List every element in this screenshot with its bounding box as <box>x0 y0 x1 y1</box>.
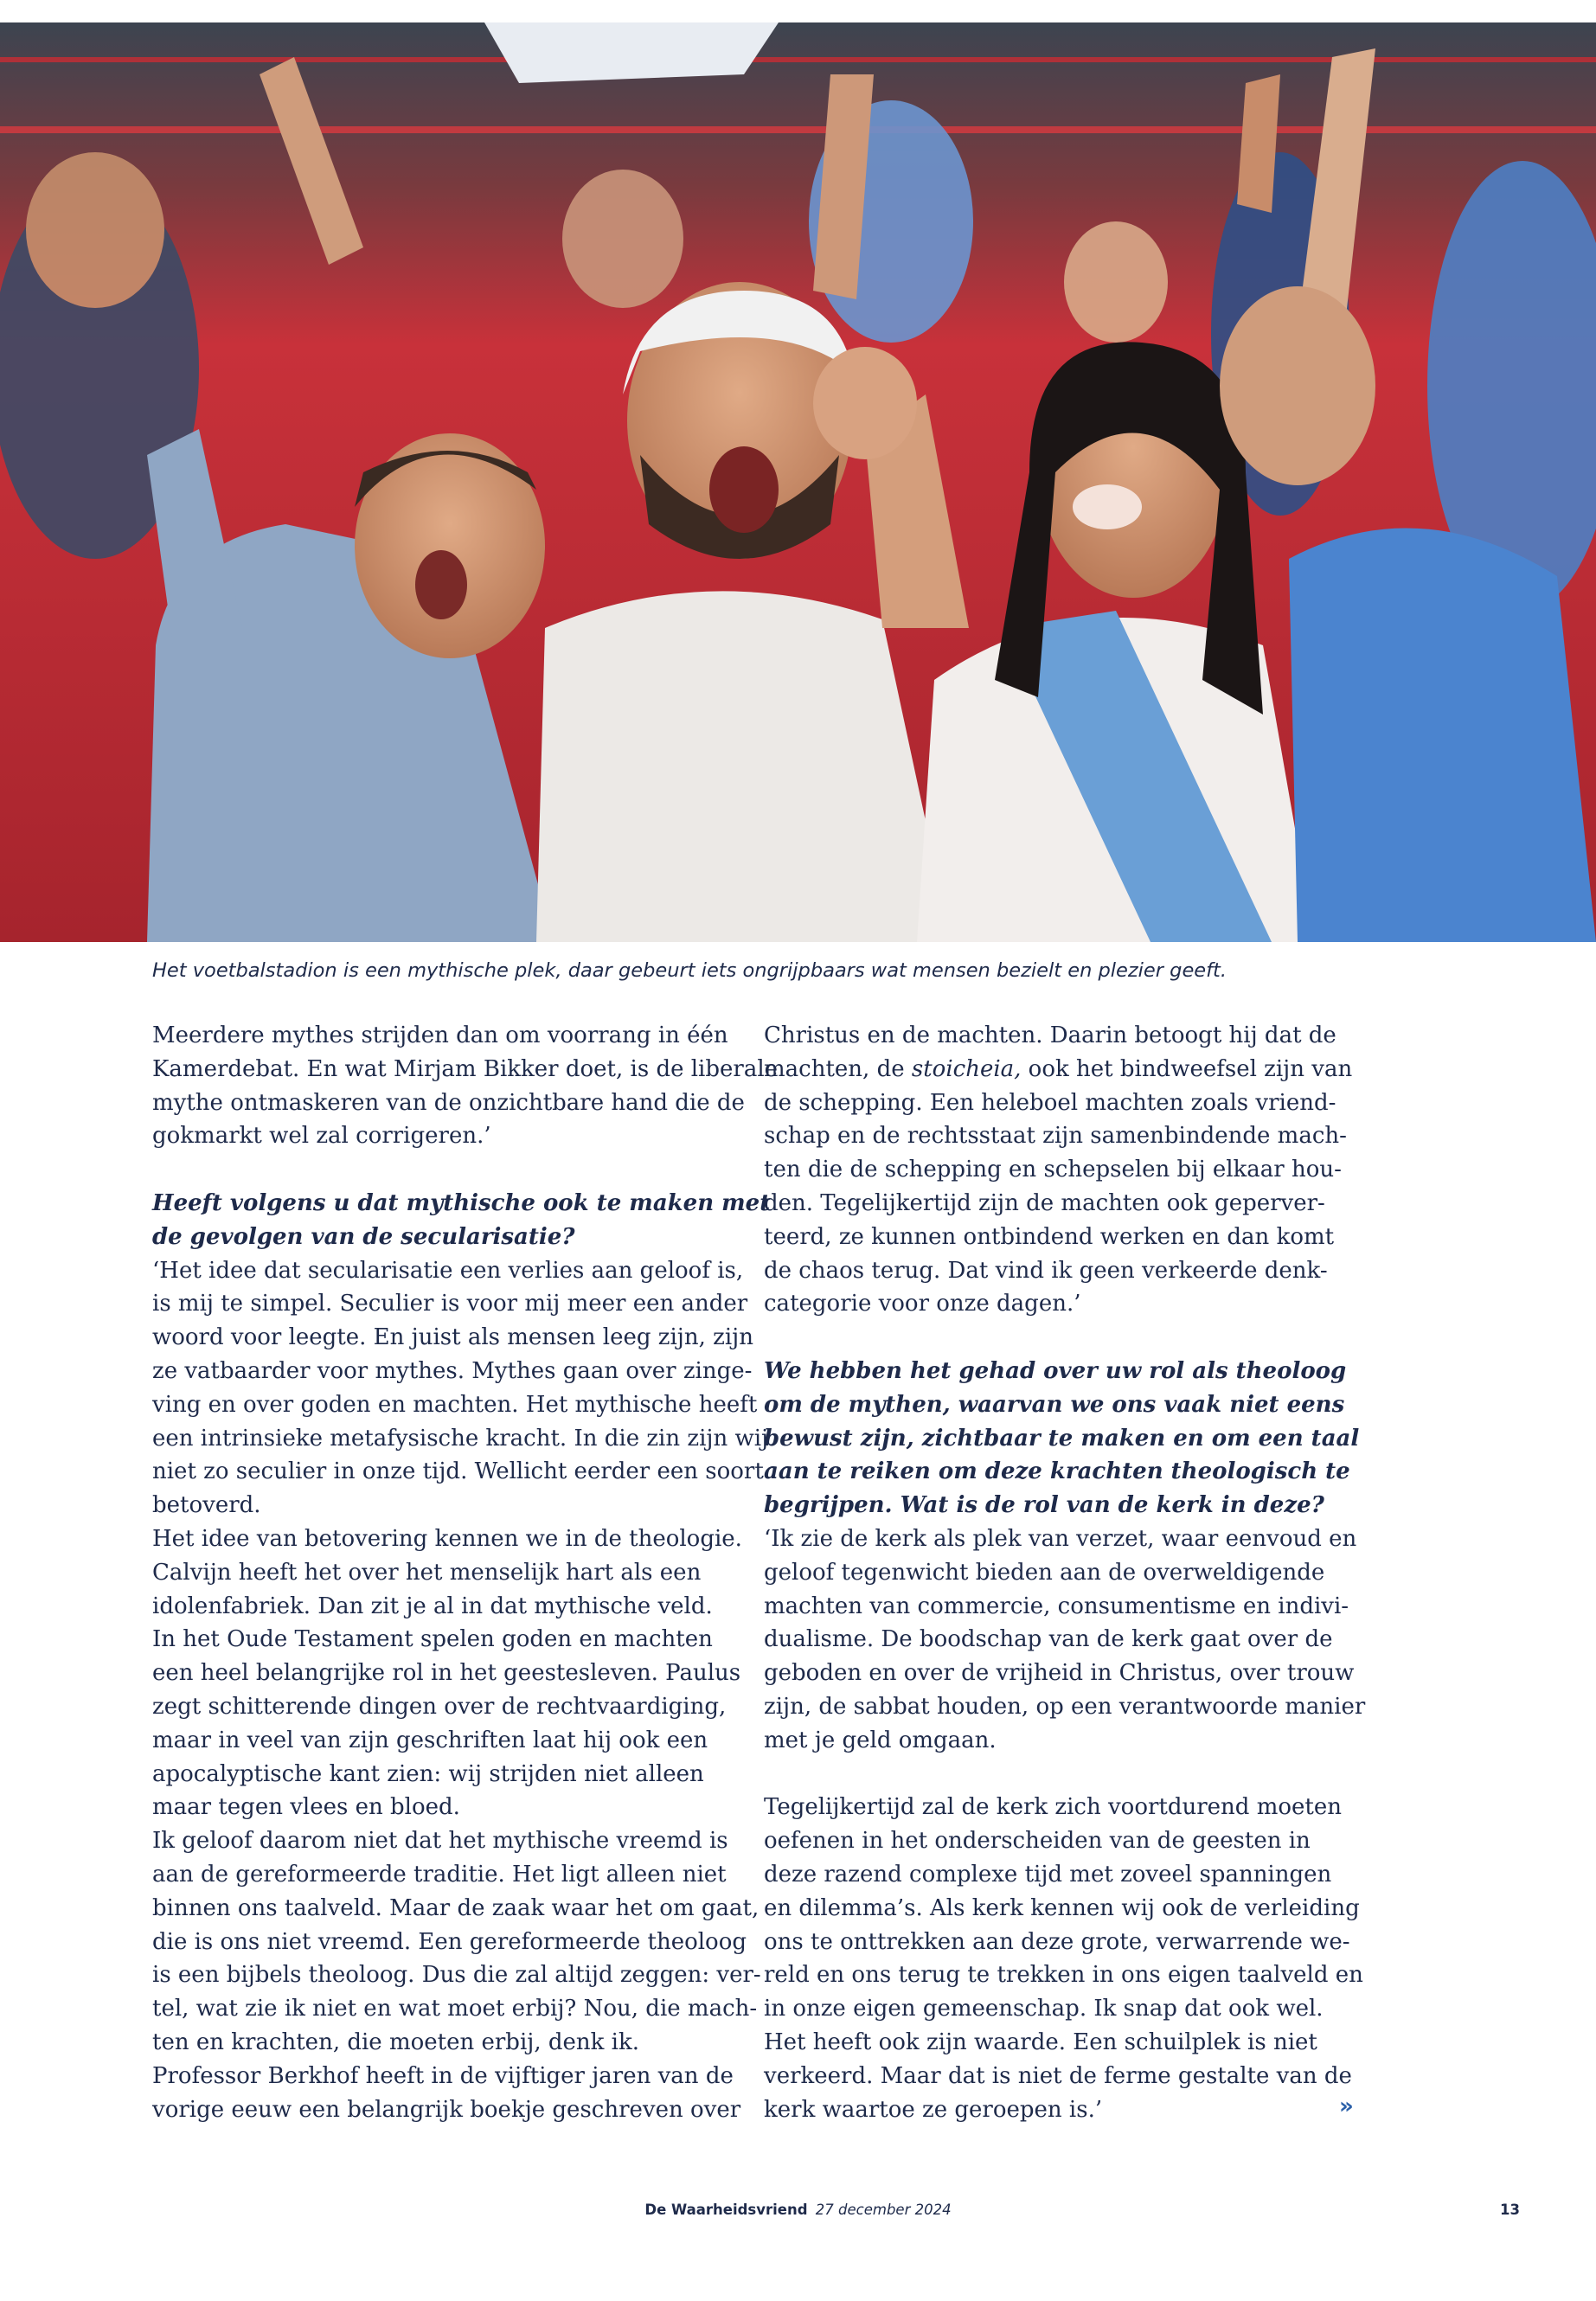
body-line: een intrinsieke metafysische kracht. In die zin zijn wij <box>152 1425 769 1452</box>
body-line: teerd, ze kunnen ontbindend werken en dan komt <box>764 1223 1335 1250</box>
interview-question: bewust zijn, zichtbaar te maken en om een taal <box>764 1425 1360 1452</box>
body-line: mythe ontmaskeren van de onzichtbare hand die de <box>152 1089 745 1116</box>
body-text: machten, de <box>764 1055 912 1082</box>
magazine-name: De Waarheidsvriend <box>644 2202 808 2218</box>
body-line: zegt schitterende dingen over de rechtvaardiging, <box>152 1693 727 1720</box>
body-line: geboden en over de vrijheid in Christus, over trouw <box>764 1660 1355 1687</box>
body-line: apocalyptische kant zien: wij strijden niet alleen <box>152 1760 704 1787</box>
body-line: Meerdere mythes strijden dan om voorrang in één <box>152 1022 728 1048</box>
paragraph-spacer <box>152 1153 723 1187</box>
body-line: den. Tegelijkertijd zijn de machten ook geperver- <box>764 1189 1325 1216</box>
hero-photo <box>0 22 1596 942</box>
body-line: zijn, de sabbat houden, op een verantwoorde manier <box>764 1693 1366 1720</box>
body-line: maar tegen vlees en bloed. <box>152 1794 460 1821</box>
body-line: Tegelijkertijd zal de kerk zich voortdurend moeten <box>764 1794 1342 1821</box>
body-line: ons te onttrekken aan deze grote, verwarrende we- <box>764 1928 1350 1955</box>
body-line: Professor Berkhof heeft in de vijftiger jaren van de <box>152 2062 734 2089</box>
body-line: een heel belangrijke rol in het geestesleven. Paulus <box>152 1660 741 1687</box>
interview-question: de gevolgen van de secularisatie? <box>152 1223 575 1250</box>
body-line: woord voor leegte. En juist als mensen leeg zijn, zijn <box>152 1324 753 1351</box>
body-line: oefenen in het onderscheiden van de geesten in <box>764 1828 1311 1855</box>
body-line: ten die de schepping en schepselen bij elkaar hou- <box>764 1157 1342 1183</box>
body-line: ze vatbaarder voor mythes. Mythes gaan over zinge- <box>152 1357 753 1384</box>
body-line: In het Oude Testament spelen goden en machten <box>152 1626 713 1653</box>
body-line <box>764 1053 1352 1086</box>
body-line: de chaos terug. Dat vind ik geen verkeerde denk- <box>764 1257 1328 1284</box>
article-column-left <box>152 1019 779 2126</box>
body-line: die is ons niet vreemd. Een gereformeerde theoloog <box>152 1928 747 1955</box>
body-line: ten en krachten, die moeten erbij, denk ik. <box>152 2029 639 2055</box>
paragraph-spacer <box>764 1758 1352 1791</box>
body-line: Kamerdebat. En wat Mirjam Bikker doet, is de liberale <box>152 1055 779 1082</box>
body-line: Het idee van betovering kennen we in de theologie. <box>152 1525 742 1552</box>
body-line: maar in veel van zijn geschriften laat hij ook een <box>152 1727 708 1753</box>
page-footer <box>0 2202 1596 2218</box>
body-line: dualisme. De boodschap van de kerk gaat over de <box>764 1626 1333 1653</box>
body-line: kerk waartoe ze geroepen is.’ <box>764 2096 1103 2123</box>
interview-question: aan te reiken om deze krachten theologisch te <box>764 1458 1350 1485</box>
interview-question: Heeft volgens u dat mythische ook te maken met <box>152 1189 771 1216</box>
body-line: ving en over goden en machten. Het mythische heeft <box>152 1391 758 1418</box>
body-line: niet zo seculier in onze tijd. Wellicht eerder een soort <box>152 1458 764 1485</box>
paragraph-spacer <box>764 1321 1352 1355</box>
body-line: deze razend complexe tijd met zoveel spanningen <box>764 1861 1332 1888</box>
body-line: reld en ons terug te trekken in ons eigen taalveld en <box>764 1962 1363 1989</box>
body-line: vorige eeuw een belangrijk boekje geschreven over <box>152 2096 741 2123</box>
body-line: met je geld omgaan. <box>764 1727 997 1753</box>
interview-question: om de mythen, waarvan we ons vaak niet eens <box>764 1391 1345 1418</box>
interview-question: begrijpen. Wat is de rol van de kerk in deze? <box>764 1492 1324 1519</box>
issue-date: 27 december 2024 <box>815 2202 952 2218</box>
body-line: de schepping. Een heleboel machten zoals vriend- <box>764 1089 1336 1116</box>
body-line: en dilemma’s. Als kerk kennen wij ook de verleiding <box>764 1894 1360 1921</box>
body-line: verkeerd. Maar dat is niet de ferme gestalte van de <box>764 2062 1352 2089</box>
body-line: tel, wat zie ik niet en wat moet erbij? Nou, die mach- <box>152 1996 758 2022</box>
body-line: ‘Het idee dat secularisatie een verlies aan geloof is, <box>152 1257 744 1284</box>
body-line: Ik geloof daarom niet dat het mythische vreemd is <box>152 1828 728 1855</box>
body-line: Het heeft ook zijn waarde. Een schuilplek is niet <box>764 2029 1317 2055</box>
body-line: binnen ons taalveld. Maar de zaak waar het om gaat, <box>152 1894 760 1921</box>
body-text: ook het bindweefsel zijn van <box>1021 1055 1353 1082</box>
body-line: is een bijbels theoloog. Dus die zal altijd zeggen: ver- <box>152 1962 761 1989</box>
body-line: ‘Ik zie de kerk als plek van verzet, waar eenvoud en <box>764 1525 1357 1552</box>
body-line: is mij te simpel. Seculier is voor mij meer een ander <box>152 1291 748 1317</box>
continue-marker: » <box>1339 2093 1354 2119</box>
body-line: gokmarkt wel zal corrigeren.’ <box>152 1123 491 1150</box>
body-line: geloof tegenwicht bieden aan de overweldigende <box>764 1559 1325 1586</box>
body-line: in onze eigen gemeenschap. Ik snap dat ook wel. <box>764 1996 1324 2022</box>
body-line: betoverd. <box>152 1492 261 1519</box>
photo-caption: Het voetbalstadion is een mythische plek, daar gebeurt iets ongrijpbaars wat mensen bezielt en plezier geeft. <box>152 959 1227 982</box>
body-line: aan de gereformeerde traditie. Het ligt alleen niet <box>152 1861 727 1888</box>
body-line: machten van commercie, consumentisme en indivi- <box>764 1593 1349 1619</box>
emphasis-term: stoicheia, <box>911 1055 1022 1082</box>
body-line: categorie voor onze dagen.’ <box>764 1291 1081 1317</box>
page-number: 13 <box>1500 2202 1520 2218</box>
body-line: idolenfabriek. Dan zit je al in dat mythische veld. <box>152 1593 713 1619</box>
interview-question: We hebben het gehad over uw rol als theoloog <box>764 1357 1347 1384</box>
body-line: schap en de rechtsstaat zijn samenbindende mach- <box>764 1123 1347 1150</box>
body-line: Christus en de machten. Daarin betoogt hij dat de <box>764 1022 1336 1048</box>
body-line: Calvijn heeft het over het menselijk hart als een <box>152 1559 702 1586</box>
article-column-right <box>764 1019 1366 2126</box>
